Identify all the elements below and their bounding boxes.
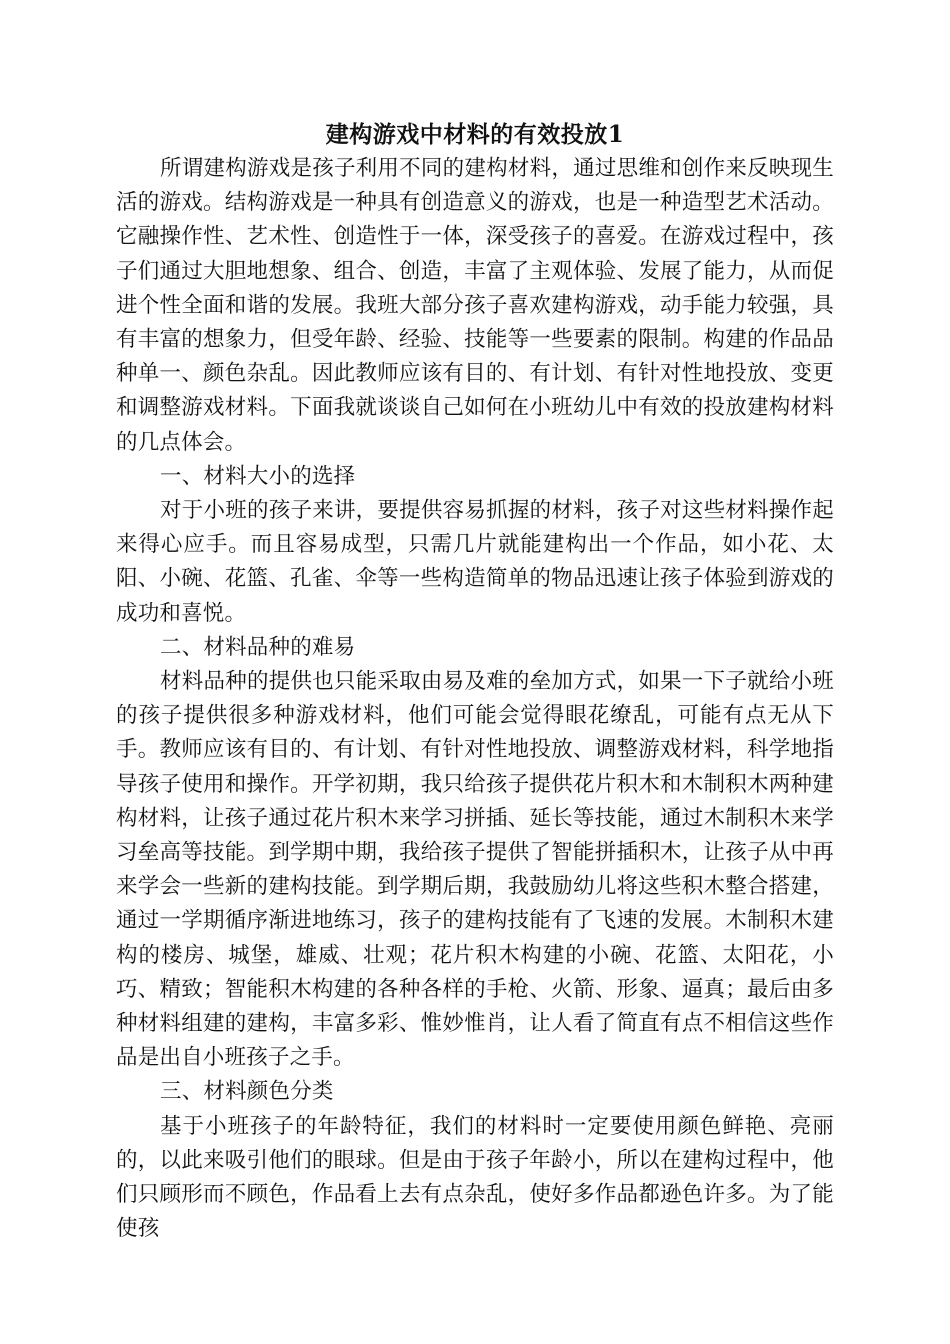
section-heading-color: 三、材料颜色分类 — [160, 1079, 334, 1105]
document-title: 建构游戏中材料的有效投放1 — [325, 121, 625, 148]
section-body-variety: 材料品种的提供也只能采取由易及难的垒加方式，如果一下子就给小班的孩子提供很多种游戏材料，他们可能会觉得眼花缭乱，可能有点无从下手。教师应该有目的、有计划、有针对性地投放、调整游戏材料，科学地指导孩子使用和操作。开学初期，我只给孩子提供花片积木和木制积木两种建构材料，让孩子通过花片积木来学习拼插、延长等技能，通过木制积木来学习垒高等技能。到学期中期，我给孩子提供了智能拼插积木，让孩子从中再来学会一些新的建构技能。到学期后期，我鼓励幼儿将这些积木整合搭建，通过一学期循序渐进地练习，孩子的建构技能有了飞速的发展。木制积木建构的楼房、城堡，雄威、壮观；花片积木构建的小碗、花篮、太阳花，小巧、精致；智能积木构建的各种各样的手枪、火箭、形象、逼真；最后由多种材料组建的建构，丰富多彩、惟妙惟肖，让人看了简直有点不相信这些作品是出自小班孩子之手。 — [116, 669, 834, 1071]
section-heading-size: 一、材料大小的选择 — [160, 463, 356, 489]
section-body-color: 基于小班孩子的年龄特征，我们的材料时一定要使用颜色鲜艳、亮丽的，以此来吸引他们的眼球。但是由于孩子年龄小，所以在建构过程中，他们只顾形而不顾色，作品看上去有点杂乱，使好多作品都逊色许多。为了能使孩 — [116, 1113, 834, 1242]
section-body-size: 对于小班的孩子来讲，要提供容易抓握的材料，孩子对这些材料操作起来得心应手。而且容易成型，只需几片就能建构出一个作品，如小花、太阳、小碗、花篮、孔雀、伞等一些构造简单的物品迅速让孩子体验到游戏的成功和喜悦。 — [116, 498, 834, 626]
section-heading-variety: 二、材料品种的难易 — [160, 634, 356, 660]
document-body — [116, 118, 834, 1247]
intro-paragraph: 所谓建构游戏是孩子利用不同的建构材料，通过思维和创作来反映现生活的游戏。结构游戏是一种具有创造意义的游戏，也是一种造型艺术活动。它融操作性、艺术性、创造性于一体，深受孩子的喜爱。在游戏过程中，孩子们通过大胆地想象、组合、创造，丰富了主观体验、发展了能力，从而促进个性全面和谐的发展。我班大部分孩子喜欢建构游戏，动手能力较强，具有丰富的想象力，但受年龄、经验、技能等一些要素的限制。构建的作品品种单一、颜色杂乱。因此教师应该有目的、有计划、有针对性地投放、变更和调整游戏材料。下面我就谈谈自己如何在小班幼儿中有效的投放建构材料的几点体会。 — [116, 156, 834, 455]
